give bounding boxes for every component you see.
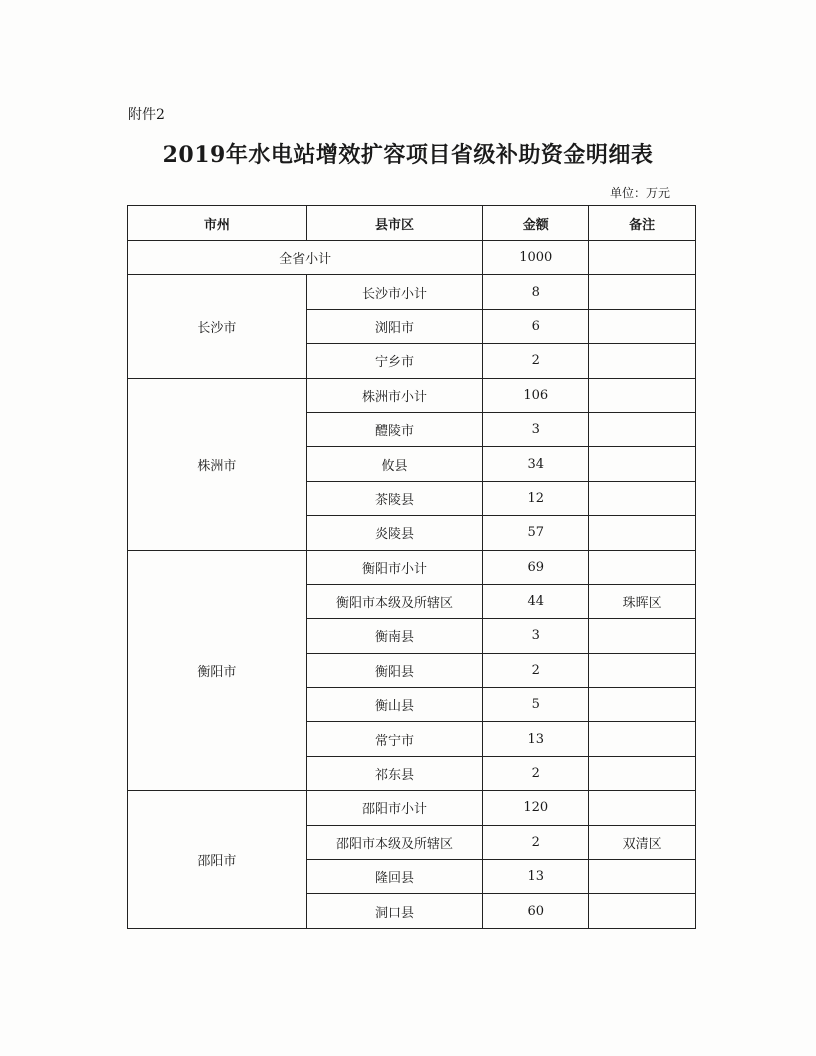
note-cell xyxy=(589,481,696,515)
note-cell xyxy=(589,309,696,343)
table-row xyxy=(128,550,696,584)
attachment-label: 附件2 xyxy=(128,107,165,123)
amount-cell: 57 xyxy=(483,516,589,550)
city-cell: 衡阳市 xyxy=(128,550,307,791)
county-cell: 浏阳市 xyxy=(306,309,483,343)
note-cell xyxy=(589,791,696,825)
county-cell: 衡山县 xyxy=(306,688,483,722)
note-cell xyxy=(589,756,696,790)
amount-cell: 13 xyxy=(483,860,589,894)
city-cell: 邵阳市 xyxy=(128,791,307,929)
amount-cell: 12 xyxy=(483,481,589,515)
note-cell xyxy=(589,550,696,584)
unit-label: 单位：万元 xyxy=(609,186,670,200)
note-cell xyxy=(589,447,696,481)
note-cell xyxy=(589,688,696,722)
note-cell: 双清区 xyxy=(589,825,696,859)
note-cell xyxy=(589,619,696,653)
county-cell: 洞口县 xyxy=(306,894,483,928)
amount-cell: 6 xyxy=(483,309,589,343)
header-amount: 金额 xyxy=(483,206,589,241)
note-cell: 珠晖区 xyxy=(589,584,696,618)
note-cell xyxy=(589,653,696,687)
note-cell xyxy=(589,412,696,446)
county-cell: 衡南县 xyxy=(306,619,483,653)
city-cell: 株洲市 xyxy=(128,378,307,550)
county-cell: 醴陵市 xyxy=(306,412,483,446)
amount-cell: 8 xyxy=(483,275,589,309)
page-title: 2019年水电站增效扩容项目省级补助资金明细表 xyxy=(162,142,654,168)
county-cell: 炎陵县 xyxy=(306,516,483,550)
header-county: 县市区 xyxy=(306,206,483,241)
note-cell xyxy=(589,722,696,756)
county-cell: 隆回县 xyxy=(306,860,483,894)
amount-cell: 13 xyxy=(483,722,589,756)
header-note: 备注 xyxy=(589,206,696,241)
note-cell xyxy=(589,894,696,928)
amount-cell: 5 xyxy=(483,688,589,722)
table-header-row xyxy=(128,206,696,241)
note-cell xyxy=(589,344,696,378)
amount-cell: 69 xyxy=(483,550,589,584)
county-cell: 祁东县 xyxy=(306,756,483,790)
county-cell: 长沙市小计 xyxy=(306,275,483,309)
total-row xyxy=(128,241,696,275)
amount-cell: 2 xyxy=(483,344,589,378)
note-cell xyxy=(589,860,696,894)
amount-cell: 34 xyxy=(483,447,589,481)
table-row xyxy=(128,791,696,825)
note-cell xyxy=(589,516,696,550)
amount-cell: 3 xyxy=(483,412,589,446)
total-label: 全省小计 xyxy=(128,241,483,275)
note-cell xyxy=(589,378,696,412)
amount-cell: 2 xyxy=(483,756,589,790)
amount-cell: 120 xyxy=(483,791,589,825)
table-row xyxy=(128,275,696,309)
amount-cell: 44 xyxy=(483,584,589,618)
amount-cell: 2 xyxy=(483,653,589,687)
total-note xyxy=(589,241,696,275)
county-cell: 衡阳市本级及所辖区 xyxy=(306,584,483,618)
amount-cell: 60 xyxy=(483,894,589,928)
city-cell: 长沙市 xyxy=(128,275,307,378)
county-cell: 宁乡市 xyxy=(306,344,483,378)
amount-cell: 2 xyxy=(483,825,589,859)
county-cell: 株洲市小计 xyxy=(306,378,483,412)
county-cell: 邵阳市小计 xyxy=(306,791,483,825)
county-cell: 衡阳县 xyxy=(306,653,483,687)
county-cell: 邵阳市本级及所辖区 xyxy=(306,825,483,859)
county-cell: 茶陵县 xyxy=(306,481,483,515)
amount-cell: 106 xyxy=(483,378,589,412)
county-cell: 衡阳市小计 xyxy=(306,550,483,584)
total-amount: 1000 xyxy=(483,241,589,275)
county-cell: 攸县 xyxy=(306,447,483,481)
subsidy-detail-table xyxy=(127,205,696,929)
table-row xyxy=(128,378,696,412)
amount-cell: 3 xyxy=(483,619,589,653)
note-cell xyxy=(589,275,696,309)
header-city: 市州 xyxy=(128,206,307,241)
county-cell: 常宁市 xyxy=(306,722,483,756)
